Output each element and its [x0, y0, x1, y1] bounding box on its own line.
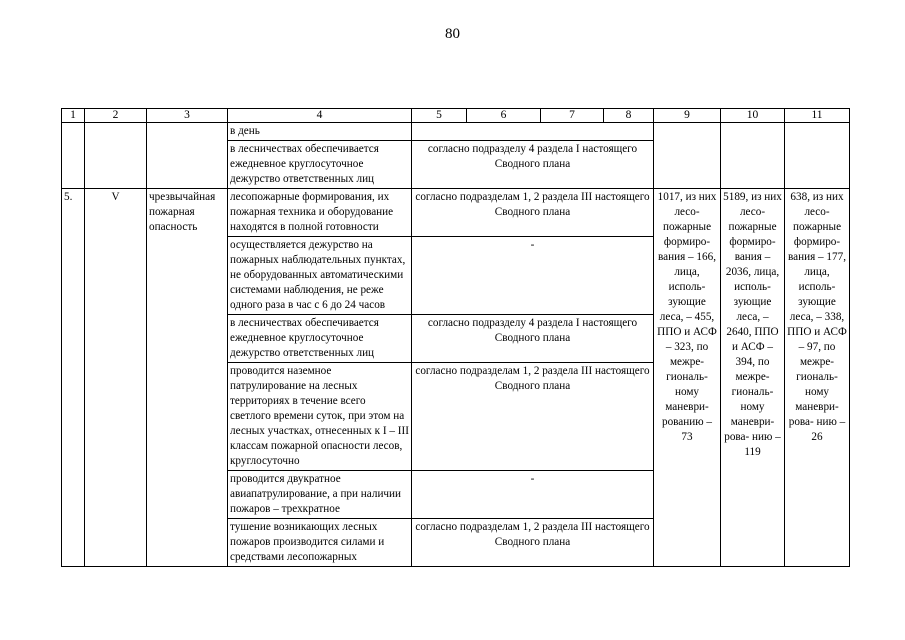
measure-cell: осуществляется дежурство на пожарных наблюдательных пунктах, не оборудованных автоматическими системами наблюдения, не реже одного раза в час с 6 до 24 часов	[228, 237, 412, 315]
measure-cell: в лесничествах обеспечивается ежедневное круглосуточное дежурство ответственных лиц	[228, 141, 412, 189]
merged-cell: согласно подразделу 4 раздела I настоящего Сводного плана	[412, 315, 654, 363]
measure-cell: лесопожарные формирования, их пожарная техника и оборудование находятся в полной готовности	[228, 189, 412, 237]
merged-cell: согласно подразделам 1, 2 раздела III настоящего Сводного плана	[412, 519, 654, 567]
measure-cell: в день	[228, 123, 412, 141]
header-col-5: 5	[412, 109, 467, 123]
header-col-6: 6	[467, 109, 541, 123]
header-col-1: 1	[62, 109, 85, 123]
header-col-10: 10	[721, 109, 785, 123]
measure-cell: проводится двукратное авиапатрулирование, а при наличии пожаров – трехкратное	[228, 471, 412, 519]
danger-level: чрезвычайная пожарная опасность	[147, 189, 228, 567]
measure-cell: в лесничествах обеспечивается ежедневное круглосуточное дежурство ответственных лиц	[228, 315, 412, 363]
header-row	[62, 109, 850, 123]
danger-class: V	[85, 189, 147, 567]
cont-stat-11	[785, 123, 850, 189]
stat-col-9: 1017, из них лесо- пожарные формиро- вания – 166, лица, исполь- зующие леса, – 455, ППО и АСФ – 323, по межре- гиональ- ному маневри- рованию – 73	[654, 189, 721, 567]
fire-danger-table	[61, 108, 850, 567]
merged-cell: согласно подразделу 4 раздела I настоящего Сводного плана	[412, 141, 654, 189]
header-col-3: 3	[147, 109, 228, 123]
cont-class-cell	[85, 123, 147, 189]
stat-col-10: 5189, из них лесо- пожарные формиро- вания – 2036, лица, исполь- зующие леса, – 2640, ППО и АСФ – 394, по межре- гиональ- ному маневри- рова- нию – 119	[721, 189, 785, 567]
measure-cell: проводится наземное патрулирование на лесных территориях в течение всего светлого времени суток, при этом на лесных участках, отнесенных к I – III классам пожарной опасности лесов, круглосуточно	[228, 363, 412, 471]
header-col-7: 7	[541, 109, 604, 123]
header-col-8: 8	[604, 109, 654, 123]
cont-num-cell	[62, 123, 85, 189]
cont-danger-cell	[147, 123, 228, 189]
page-number: 80	[445, 26, 460, 42]
merged-cell: -	[412, 237, 654, 315]
header-col-11: 11	[785, 109, 850, 123]
table-row	[62, 123, 850, 141]
row-number: 5.	[62, 189, 85, 567]
header-col-4: 4	[228, 109, 412, 123]
merged-cell: согласно подразделам 1, 2 раздела III настоящего Сводного плана	[412, 189, 654, 237]
merged-cell: согласно подразделам 1, 2 раздела III настоящего Сводного плана	[412, 363, 654, 471]
header-col-2: 2	[85, 109, 147, 123]
cont-stat-9	[654, 123, 721, 189]
measure-cell: тушение возникающих лесных пожаров производится силами и средствами лесопожарных	[228, 519, 412, 567]
merged-cell: -	[412, 471, 654, 519]
stat-col-11: 638, из них лесо- пожарные формиро- вания – 177, лица, исполь- зующие леса, – 338, ППО и АСФ – 97, по межре- гиональ- ному маневри- рова- нию – 26	[785, 189, 850, 567]
table-row	[62, 189, 850, 237]
merged-cell	[412, 123, 654, 141]
cont-stat-10	[721, 123, 785, 189]
header-col-9: 9	[654, 109, 721, 123]
